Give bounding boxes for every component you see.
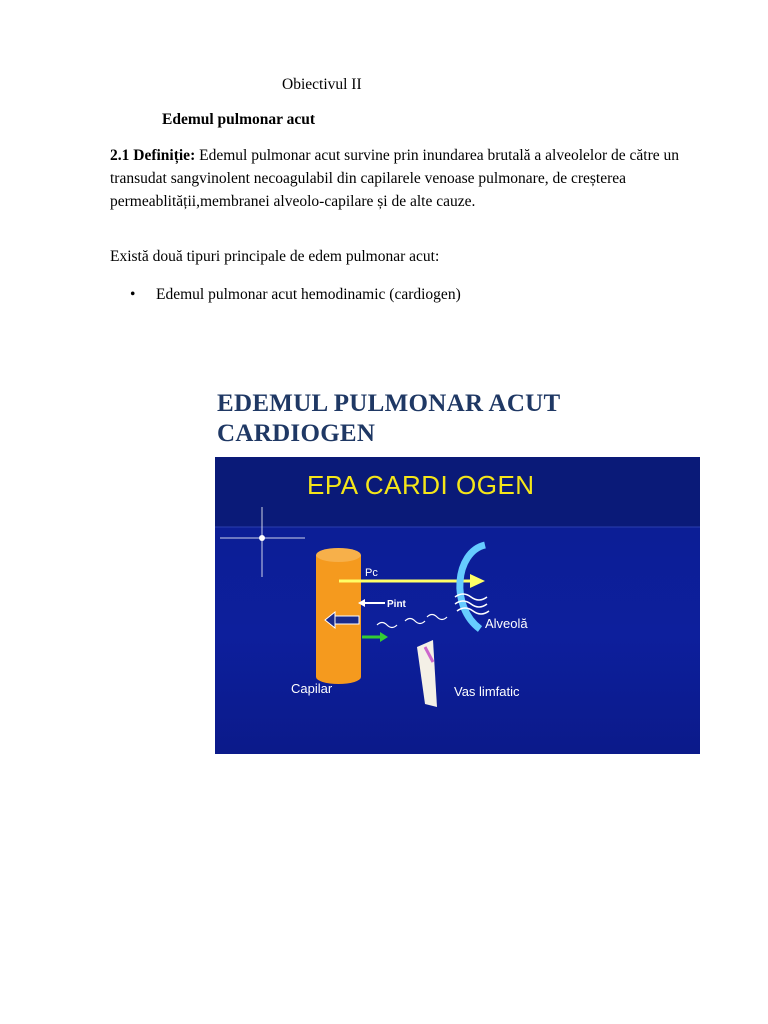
slide-image	[215, 390, 700, 755]
label-pc: Pc	[365, 567, 378, 579]
sparkle-icon	[220, 507, 305, 577]
panel-title: EPA CARDI OGEN	[307, 470, 535, 500]
diagram-drawing	[215, 457, 700, 754]
objective-title: Obiectivul II	[282, 76, 362, 93]
slide-panel	[215, 457, 700, 754]
label-pint: Pint	[387, 599, 406, 610]
slide-title-line1: EDEMUL PULMONAR ACUT	[217, 390, 561, 417]
pint-arrow-icon	[358, 599, 385, 607]
slide-title-line2: CARDIOGEN	[217, 420, 376, 447]
definition-text: Edemul pulmonar acut survine prin inundarea brutală a alveolelor de către un transudat sangvinolent necoagulabil din capilarele venoase pulmonare, de creșterea permeablității,membranei alveolo-capilare și de alte cauze.	[110, 147, 679, 210]
section-heading: Edemul pulmonar acut	[162, 111, 316, 128]
bullet-text: Edemul pulmonar acut hemodinamic (cardiogen)	[156, 286, 461, 303]
bullet-dot: •	[130, 286, 136, 303]
definition-label: 2.1 Definiție:	[110, 147, 196, 164]
green-arrow-icon	[362, 632, 388, 642]
label-alveola: Alveolă	[485, 616, 528, 631]
lymph-vessel-icon	[417, 640, 437, 707]
label-vas-limfatic: Vas limfatic	[454, 684, 520, 699]
types-intro: Există două tipuri principale de edem pulmonar acut:	[110, 248, 440, 265]
fluid-wave-icon	[377, 615, 447, 628]
definition-paragraph	[110, 144, 710, 213]
label-capilar: Capilar	[291, 681, 333, 696]
bullet-item	[130, 283, 461, 306]
